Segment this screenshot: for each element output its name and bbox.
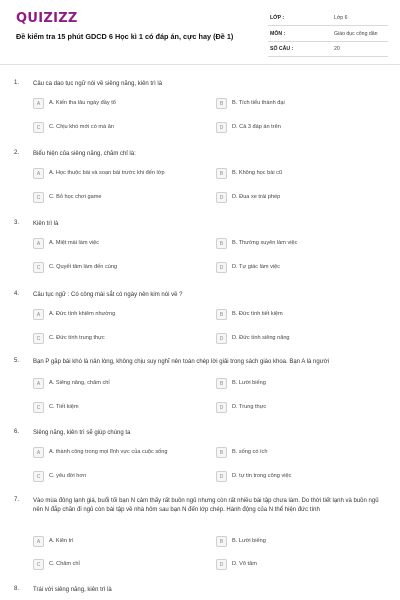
- option-d[interactable]: [216, 333, 391, 345]
- meta-value: Lớp 6: [334, 15, 348, 21]
- meta-label: LỚP :: [270, 15, 285, 21]
- option-c[interactable]: [33, 192, 208, 204]
- quizizz-logo: QUIZIZZ: [16, 11, 78, 26]
- option-letter-box: B: [216, 447, 227, 458]
- option-letter-box: D: [216, 122, 227, 133]
- option-text: A. Đức tính khiêm nhường: [49, 311, 116, 317]
- option-letter-box: B: [216, 98, 227, 109]
- meta-row-subject: [268, 28, 388, 42]
- option-a[interactable]: [33, 378, 208, 390]
- option-text: C. Chịu khó mới có mà ăn: [49, 124, 114, 130]
- option-letter-box: A: [33, 238, 44, 249]
- option-b[interactable]: [216, 98, 391, 110]
- option-letter-box: D: [216, 192, 227, 203]
- option-letter-box: C: [33, 402, 44, 413]
- option-c[interactable]: [33, 559, 208, 571]
- option-text: D. Vô tâm: [232, 561, 257, 567]
- question-text: Siêng năng, kiên trì sẽ giúp chúng ta: [33, 430, 131, 436]
- question-text: Kiên trì là: [33, 221, 59, 227]
- option-text: A. Kiến tha lâu ngày đầy tổ: [49, 100, 116, 106]
- meta-label: SỐ CÂU :: [270, 46, 294, 52]
- header-divider: [0, 64, 400, 65]
- option-a[interactable]: [33, 168, 208, 180]
- option-b[interactable]: [216, 378, 391, 390]
- option-b[interactable]: [216, 238, 391, 250]
- option-d[interactable]: [216, 402, 391, 414]
- option-b[interactable]: [216, 168, 391, 180]
- option-text: A. Miệt mài làm việc: [49, 240, 100, 246]
- option-letter-box: D: [216, 559, 227, 570]
- option-b[interactable]: [216, 536, 391, 548]
- option-text: D. Tự giác làm việc: [232, 264, 281, 270]
- option-b[interactable]: [216, 447, 391, 459]
- option-letter-box: B: [216, 168, 227, 179]
- option-text: B. Lười biếng: [232, 538, 266, 544]
- option-letter-box: A: [33, 378, 44, 389]
- document-title: Đề kiểm tra 15 phút GDCD 6 Học kì 1 có đáp án, cực hay (Đề 1): [16, 32, 234, 41]
- meta-value: Giáo dục công dân: [334, 30, 378, 37]
- question-text: Câu tục ngữ : Có công mài sắt có ngày nên kim nói về ?: [33, 292, 183, 298]
- question-number: 2.: [14, 150, 20, 156]
- option-b[interactable]: [216, 309, 391, 321]
- option-letter-box: C: [33, 192, 44, 203]
- option-text: C. Đức tính trung thực: [49, 335, 105, 341]
- question-text: Câu ca dao tục ngữ nói về siêng năng, kiên trì là: [33, 81, 163, 87]
- option-text: C. Chăm chỉ: [49, 561, 80, 567]
- question-number: 1.: [14, 80, 20, 86]
- option-text: D. Trung thực: [232, 404, 267, 410]
- option-a[interactable]: [33, 309, 208, 321]
- option-c[interactable]: [33, 262, 208, 274]
- option-text: A. Siêng năng, chăm chỉ: [49, 380, 110, 386]
- option-text: B. sống có ích: [232, 449, 268, 455]
- option-a[interactable]: [33, 98, 208, 110]
- option-d[interactable]: [216, 192, 391, 204]
- option-letter-box: D: [216, 402, 227, 413]
- option-letter-box: C: [33, 559, 44, 570]
- option-letter-box: B: [216, 536, 227, 547]
- option-text: D. Đức tính siêng năng: [232, 335, 290, 341]
- option-text: C. Bỏ học chơi game: [49, 194, 102, 200]
- option-text: B. Lười biếng: [232, 380, 266, 386]
- option-a[interactable]: [33, 536, 208, 548]
- option-text: B. Tích tiểu thành đại: [232, 100, 285, 106]
- meta-row-question-count: [268, 43, 388, 57]
- option-text: A. thành công trong mọi lĩnh vực của cuộc sống: [49, 449, 168, 455]
- option-letter-box: A: [33, 98, 44, 109]
- option-text: D. tự tin trong công việc: [232, 473, 292, 479]
- option-d[interactable]: [216, 559, 391, 571]
- option-text: C. Tiết kiệm: [49, 404, 79, 410]
- option-text: A. Kiên trì: [49, 538, 74, 544]
- question-number: 4.: [14, 291, 20, 297]
- question-text: Biểu hiện của siêng năng, chăm chỉ là:: [33, 151, 136, 157]
- option-d[interactable]: [216, 262, 391, 274]
- option-letter-box: A: [33, 168, 44, 179]
- option-c[interactable]: [33, 122, 208, 134]
- question-number: 5.: [14, 358, 20, 364]
- option-text: D. Đua xe trái phép: [232, 194, 281, 200]
- option-letter-box: A: [33, 447, 44, 458]
- question-text: Vào mùa đông lạnh giá, buổi tối bạn N cảm thấy rất buồn ngủ nhưng còn rất nhiều bài tập chưa làm. Do thời tiết lạnh và buồn ngủ nên N đắp chăn đi ngủ còn bài tập về nhà hôm sau bạn N đến lớp chép. Hành động của N thể hiện đức tính: [33, 498, 379, 513]
- option-a[interactable]: [33, 447, 208, 459]
- question-number: 6.: [14, 429, 20, 435]
- option-letter-box: D: [216, 262, 227, 273]
- option-d[interactable]: [216, 471, 391, 483]
- option-text: A. Học thuộc bài và soạn bài trước khi đến lớp: [49, 170, 165, 176]
- question-text: Trái với siêng năng, kiên trì là: [33, 587, 112, 593]
- option-a[interactable]: [33, 238, 208, 250]
- option-text: B. Đức tính tiết kiệm: [232, 311, 283, 317]
- option-letter-box: D: [216, 471, 227, 482]
- option-text: C. Quyết tâm làm đến cùng: [49, 264, 118, 270]
- question-number: 8.: [14, 586, 20, 592]
- option-text: C. yêu đời hơn: [49, 473, 87, 479]
- meta-label: MÔN :: [270, 30, 286, 37]
- option-c[interactable]: [33, 471, 208, 483]
- option-letter-box: C: [33, 333, 44, 344]
- question-text: Bạn P gặp bài khó là nản lòng, không chịu suy nghĩ nên toàn chép lời giải trong sách giáo khoa. Bạn A là người: [33, 359, 329, 365]
- meta-value: 20: [334, 46, 340, 52]
- option-text: D. Cả 3 đáp án trên: [232, 124, 281, 130]
- option-letter-box: B: [216, 378, 227, 389]
- option-letter-box: B: [216, 309, 227, 320]
- question-number: 7.: [14, 497, 20, 503]
- meta-info: [268, 12, 388, 59]
- question-number: 3.: [14, 220, 20, 226]
- option-text: B. Thường xuyên làm việc: [232, 240, 298, 246]
- option-c[interactable]: [33, 402, 208, 414]
- option-letter-box: A: [33, 536, 44, 547]
- option-letter-box: C: [33, 471, 44, 482]
- option-letter-box: D: [216, 333, 227, 344]
- option-letter-box: B: [216, 238, 227, 249]
- meta-row-class: [268, 12, 388, 26]
- option-d[interactable]: [216, 122, 391, 134]
- option-text: B. Không học bài cũ: [232, 170, 283, 176]
- option-letter-box: C: [33, 122, 44, 133]
- page-header: [0, 0, 400, 62]
- option-letter-box: A: [33, 309, 44, 320]
- option-letter-box: C: [33, 262, 44, 273]
- option-c[interactable]: [33, 333, 208, 345]
